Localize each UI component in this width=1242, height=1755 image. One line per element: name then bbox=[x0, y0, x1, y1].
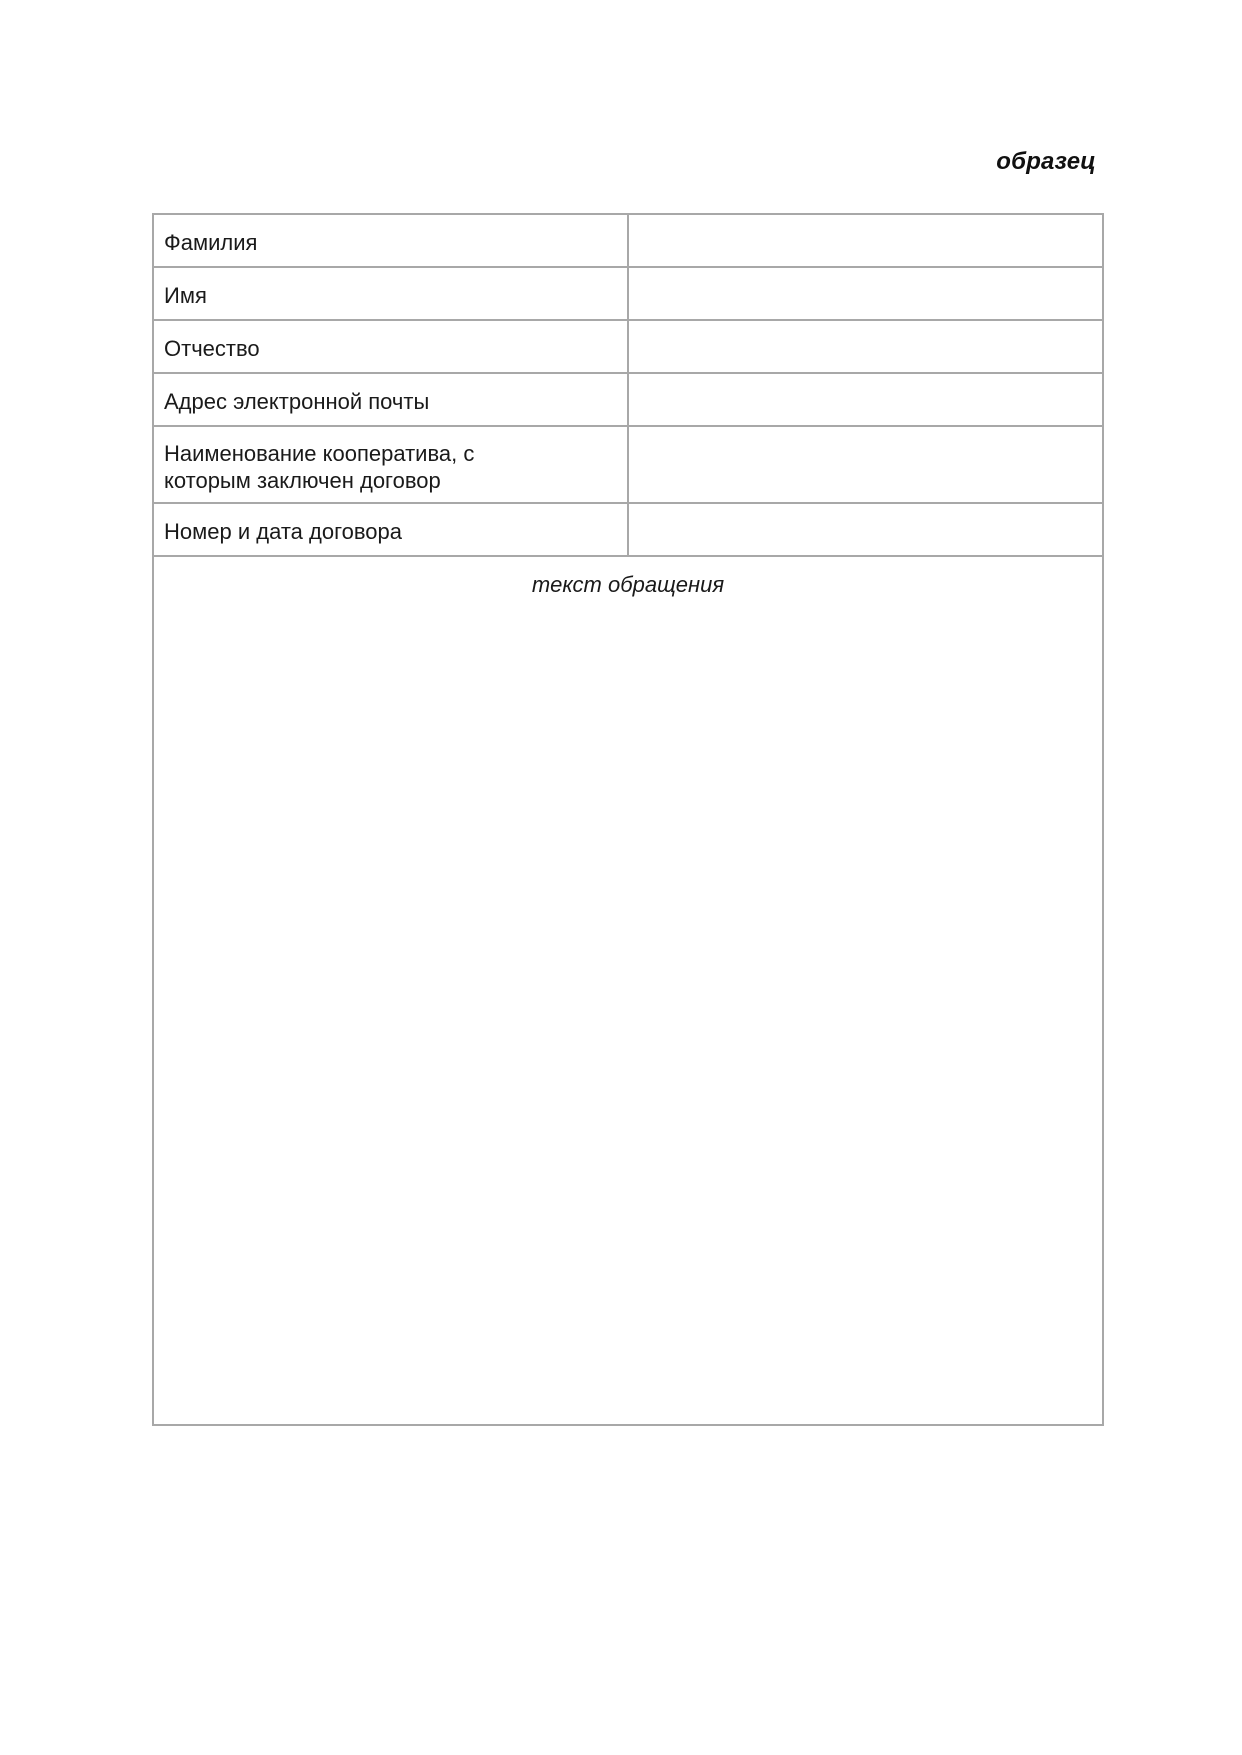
form-row-contract bbox=[153, 503, 1103, 556]
patronymic-label: Отчество bbox=[153, 320, 628, 373]
first-name-label: Имя bbox=[153, 267, 628, 320]
last-name-label: Фамилия bbox=[153, 214, 628, 267]
email-field[interactable] bbox=[628, 373, 1103, 426]
contract-number-date-label: Номер и дата договора bbox=[153, 503, 628, 556]
patronymic-field[interactable] bbox=[628, 320, 1103, 373]
sample-label: образец bbox=[996, 148, 1096, 175]
application-form-table bbox=[152, 213, 1104, 1426]
form-row-appeal bbox=[153, 556, 1103, 1425]
email-label: Адрес электронной почты bbox=[153, 373, 628, 426]
cooperative-name-label bbox=[153, 426, 628, 503]
appeal-text-area[interactable] bbox=[153, 556, 1103, 1425]
form-row-email bbox=[153, 373, 1103, 426]
first-name-field[interactable] bbox=[628, 267, 1103, 320]
appeal-placeholder: текст обращения bbox=[531, 572, 725, 597]
contract-number-date-field[interactable] bbox=[628, 503, 1103, 556]
cooperative-name-label-line1: Наименование кооператива, с bbox=[164, 441, 475, 466]
cooperative-name-label-line2: которым заключен договор bbox=[164, 468, 441, 493]
form-row-first-name bbox=[153, 267, 1103, 320]
cooperative-name-field[interactable] bbox=[628, 426, 1103, 503]
form-row-patronymic bbox=[153, 320, 1103, 373]
form-row-cooperative-name bbox=[153, 426, 1103, 503]
last-name-field[interactable] bbox=[628, 214, 1103, 267]
form-row-last-name bbox=[153, 214, 1103, 267]
